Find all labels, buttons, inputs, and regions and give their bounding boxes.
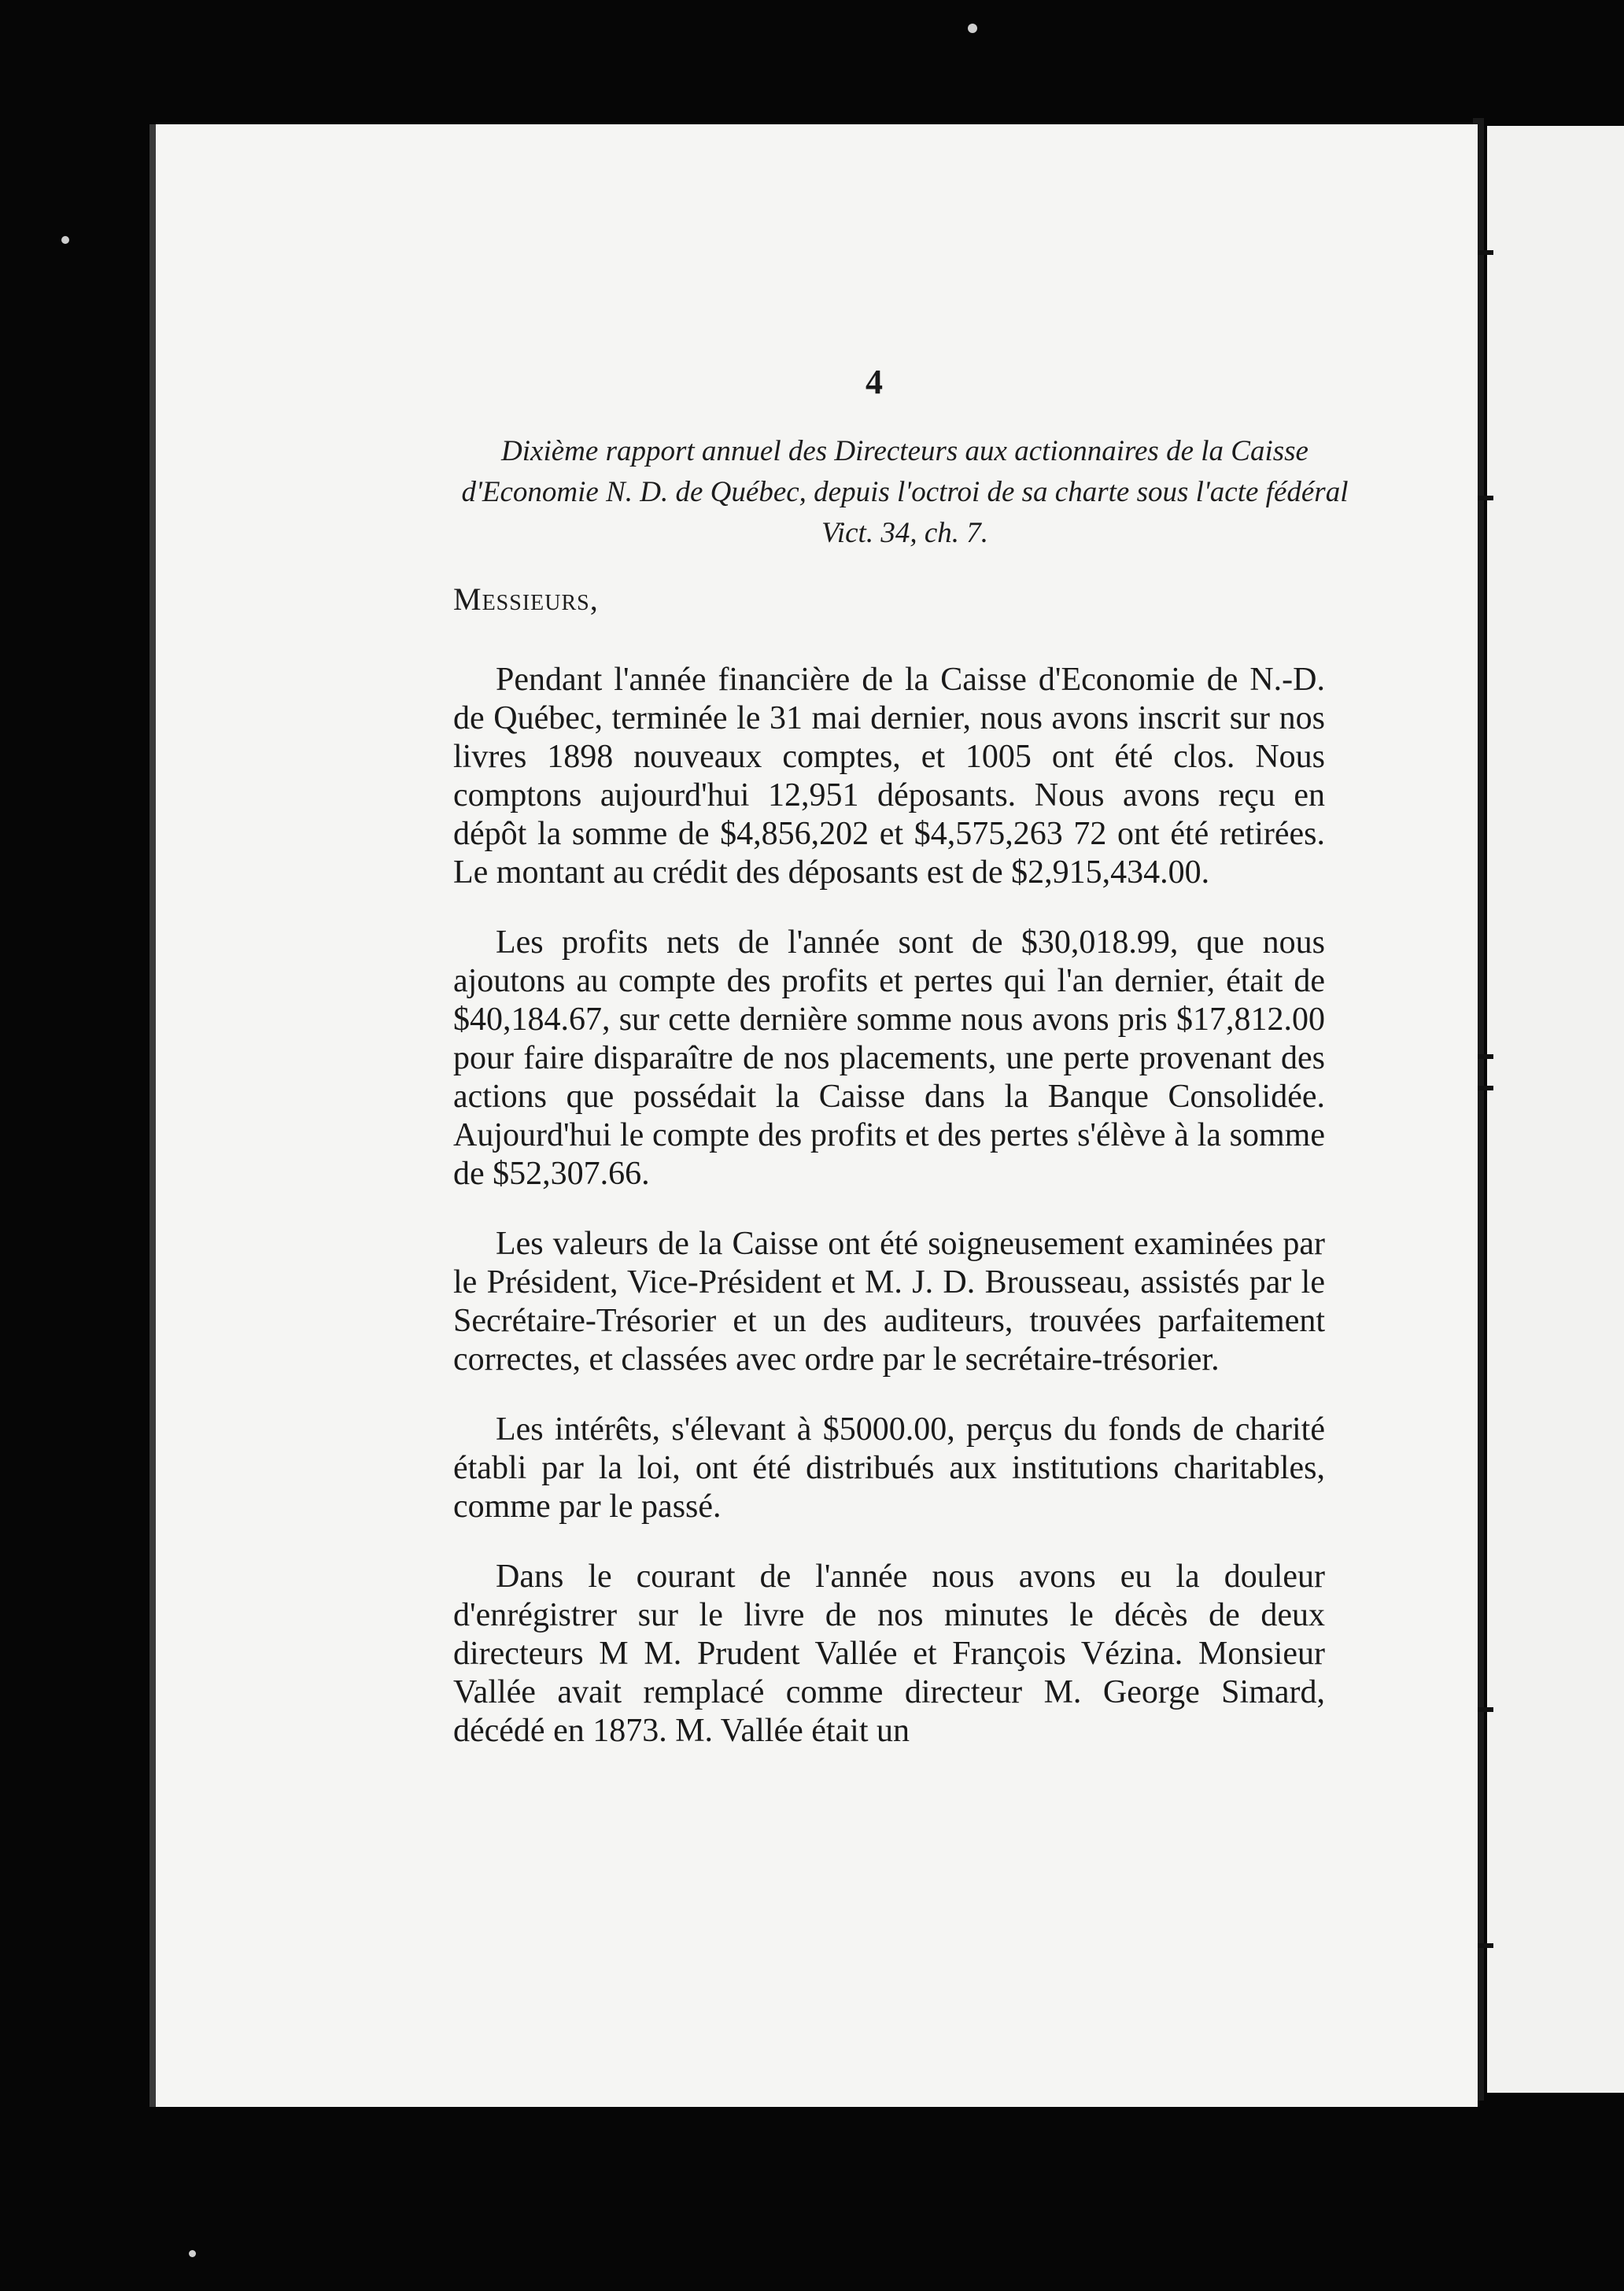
dust-speck (189, 2250, 196, 2257)
page-number: 4 (866, 363, 883, 401)
paragraph-directors: Dans le courant de l'année nous avons eu la douleur d'enrégistrer sur le livre de nos minutes le décès de deux directeurs M M. Prudent Vallée et François Vézina. Monsieur Vallée avait remplacé comme directeur M. George Simard, décédé en 1873. M. Vallée était un (453, 1559, 1325, 1749)
salutation: Messieurs, (453, 581, 599, 617)
dust-speck (968, 24, 977, 33)
body-text (453, 661, 1325, 1782)
paragraph-accounts: Pendant l'année financière de la Caisse d'Economie de N.-D. de Québec, terminée le 31 mai dernier, nous avons inscrit sur nos livres 1898 nouveaux comptes, et 1005 ont été clos. Nous comptons aujourd'hui 12,951 déposants. Nous avons reçu en dépôt la somme de $4,856,202 et $4,575,263 72 ont été retirées. Le montant au crédit des déposants est de $2,915,434.00. (453, 662, 1325, 891)
paragraph-profits: Les profits nets de l'année sont de $30,018.99, que nous ajoutons au compte des profits et pertes qui l'an dernier, était de $40,184.67, sur cette dernière somme nous avons pris $17,812.00 pour faire disparaître de nos placements, une perte provenant des actions que possédait la Caisse dans la Banque Consolidée. Aujourd'hui le compte des profits et des pertes s'élève à la somme de $52,307.66. (453, 924, 1325, 1192)
paragraph-interest: Les intérêts, s'élevant à $5000.00, perçus du fonds de charité établi par la loi, ont été distribués aux institutions charitables, comme par le passé. (453, 1411, 1325, 1525)
paragraph-securities: Les valeurs de la Caisse ont été soigneusement examinées par le Président, Vice-Président et M. J. D. Brousseau, assistés par le Secrétaire-Trésorier et un des auditeurs, trouvées parfaitement correctes, et classées avec ordre par le secrétaire-trésorier. (453, 1226, 1325, 1378)
report-heading: Dixième rapport annuel des Directeurs aux actionnaires de la Caisse d'Economie N. D. de Québec, depuis l'octroi de sa charte sous l'acte fédéral Vict. 34, ch. 7. (461, 435, 1349, 549)
dust-speck (61, 236, 69, 244)
adjacent-page-strip (1487, 126, 1624, 2093)
